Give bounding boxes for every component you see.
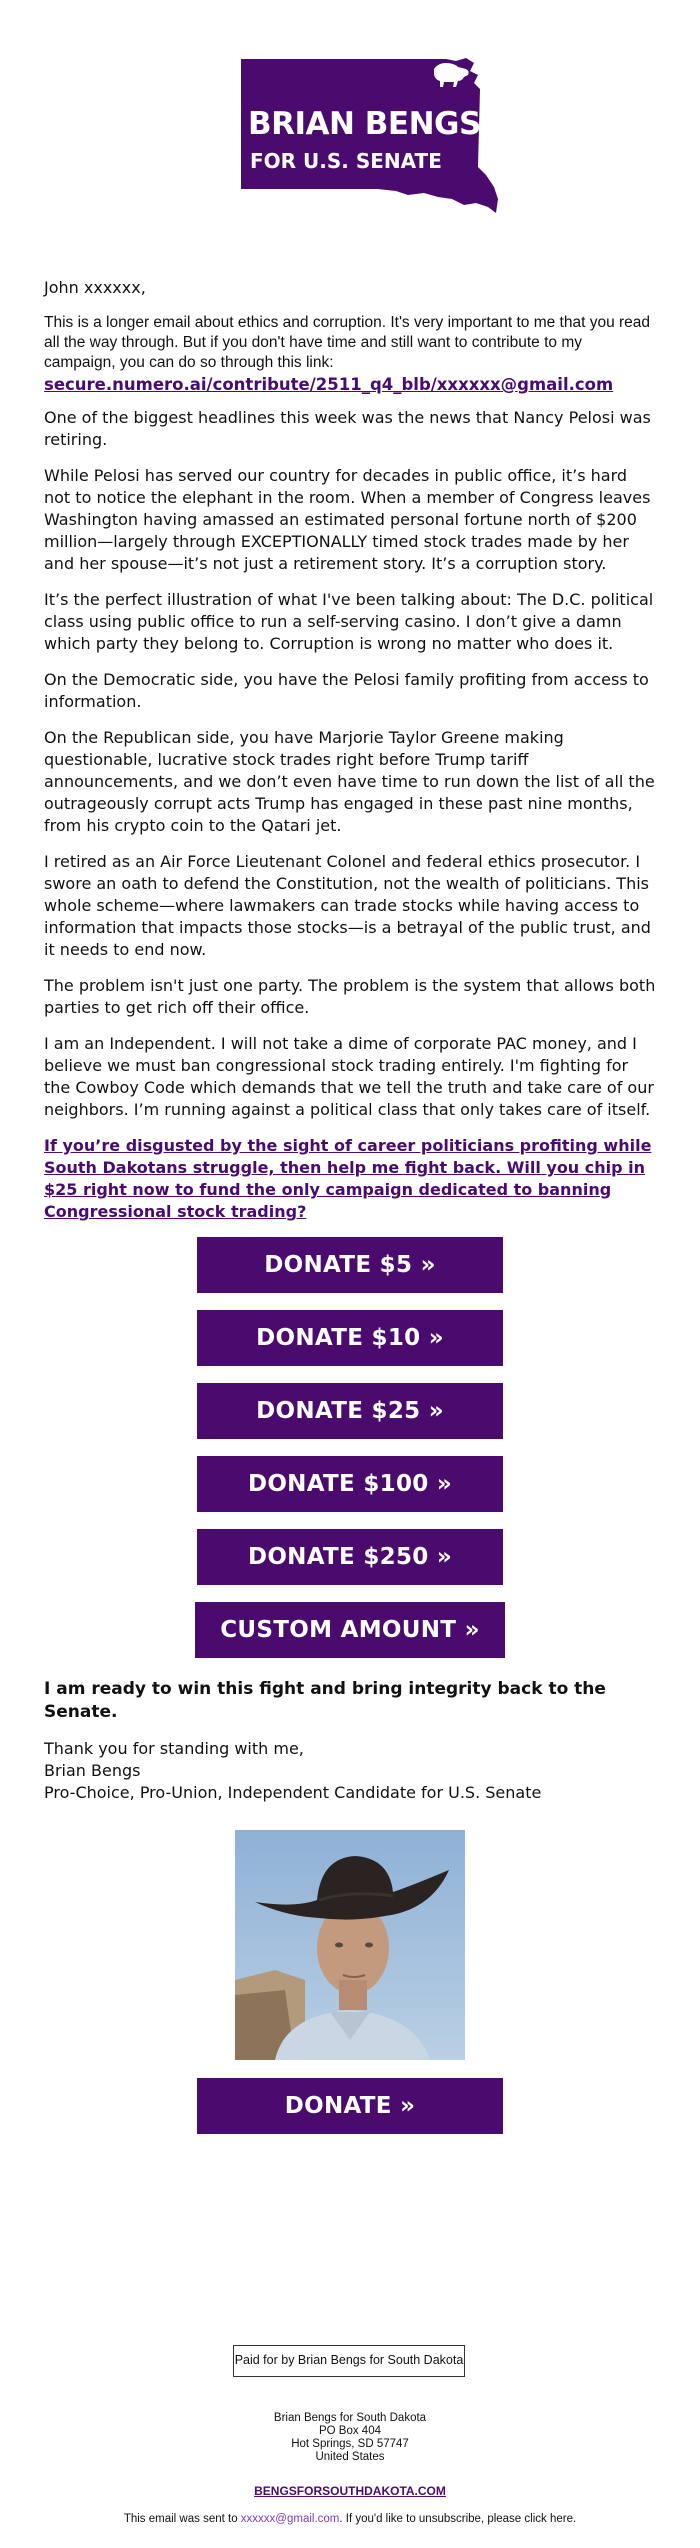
intro-text: This is a longer email about ethics and corruption. It's very important to me that you read all the way through. But if you don't have time and still want to contribute to my campaign, you can do so through this link: xyxy=(44,314,651,371)
paid-for-disclaimer: Paid for by Brian Bengs for South Dakota xyxy=(233,2345,465,2377)
logo-line-2: FOR U.S. SENATE xyxy=(250,149,442,173)
mailing-address xyxy=(0,2412,700,2464)
campaign-logo[interactable] xyxy=(238,57,500,221)
donate-10-button[interactable]: DONATE $10 » xyxy=(197,1310,503,1366)
paragraph-6: I retired as an Air Force Lieutenant Colonel and federal ethics prosecutor. I swore an oath to defend the Constitution, not the wealth of politicians. This whole scheme—where lawmakers can trade stocks while having access to information that impacts those stocks—is a betrayal of the public trust, and it needs to end now. xyxy=(44,852,651,959)
candidate-photo xyxy=(235,1830,465,2060)
donate-cta-link[interactable]: If you’re disgusted by the sight of career politicians profiting while South Dakotans struggle, then help me fight back. Will you chip in $25 right now to fund the only campaign dedicated to banning Congressional stock trading? xyxy=(44,1136,652,1221)
paragraph-5: On the Republican side, you have Marjorie Taylor Greene making questionable, lucrative stock trades right before Trump tariff announcements, and we don’t even have time to run down the list of all the outrageously corrupt acts Trump has engaged in these past nine months, from his crypto coin to the Qatari jet. xyxy=(44,728,655,835)
campaign-website-link[interactable]: BENGSFORSOUTHDAKOTA.COM xyxy=(254,2484,446,2498)
donate-button-group xyxy=(44,1237,656,1658)
unsubscribe-notice xyxy=(0,2513,700,2525)
paragraph-1: One of the biggest headlines this week was the news that Nancy Pelosi was retiring. xyxy=(44,408,651,449)
address-line-1: Brian Bengs for South Dakota xyxy=(273,2412,427,2424)
address-line-3: Hot Springs, SD 57747 xyxy=(291,2438,409,2450)
unsub-prefix: This email was sent to xyxy=(123,2513,241,2525)
paragraph-4: On the Democratic side, you have the Pelosi family profiting from access to information. xyxy=(44,670,649,711)
email-content xyxy=(44,277,656,2134)
intro-paragraph xyxy=(44,313,656,395)
donate-250-button[interactable]: DONATE $250 » xyxy=(197,1529,503,1585)
address-line-2: PO Box 404 xyxy=(318,2425,381,2437)
paragraph-2: While Pelosi has served our country for decades in public office, it’s hard not to notice the elephant in the room. When a member of Congress leaves Washington having amassed an estimated personal fortune north of $200 million—largely through EXCEPTIONALLY timed stock trades made by her and her spouse—it’s not just a retirement story. It’s a corruption story. xyxy=(44,466,651,573)
donate-5-button[interactable]: DONATE $5 » xyxy=(197,1237,503,1293)
final-donate-button[interactable]: DONATE » xyxy=(197,2078,503,2134)
greeting: John xxxxxx, xyxy=(44,278,146,297)
paragraph-8: I am an Independent. I will not take a dime of corporate PAC money, and I believe we must ban congressional stock trading entirely. I'm fighting for the Cowboy Code which demands that we tell the truth and take care of our neighbors. I’m running against a political class that only takes care of itself. xyxy=(44,1034,654,1119)
custom-amount-button[interactable]: CUSTOM AMOUNT » xyxy=(195,1602,505,1658)
signature-thanks: Thank you for standing with me, xyxy=(44,1739,304,1758)
address-line-4: United States xyxy=(315,2451,385,2463)
unsub-suffix[interactable]: . If you'd like to unsubscribe, please click here. xyxy=(339,2513,577,2525)
signature-title: Pro-Choice, Pro-Union, Independent Candidate for U.S. Senate xyxy=(44,1783,542,1802)
donate-100-button[interactable]: DONATE $100 » xyxy=(197,1456,503,1512)
signature-name: Brian Bengs xyxy=(44,1761,141,1780)
paragraph-3: It’s the perfect illustration of what I've been talking about: The D.C. political class using public office to run a self-serving casino. I don’t give a damn which party they belong to. Corruption is wrong no matter who does it. xyxy=(44,590,654,653)
closing-statement: I am ready to win this fight and bring integrity back to the Senate. xyxy=(44,1679,606,1722)
contribute-link[interactable]: secure.numero.ai/contribute/2511_q4_blb/xxxxxx@gmail.com xyxy=(44,375,614,394)
logo-line-1: BRIAN BENGS xyxy=(248,106,481,142)
recipient-email-link[interactable]: xxxxxx@gmail.com xyxy=(240,2513,340,2525)
donate-25-button[interactable]: DONATE $25 » xyxy=(197,1383,503,1439)
paragraph-7: The problem isn't just one party. The problem is the system that allows both parties to get rich off their office. xyxy=(44,976,656,1017)
